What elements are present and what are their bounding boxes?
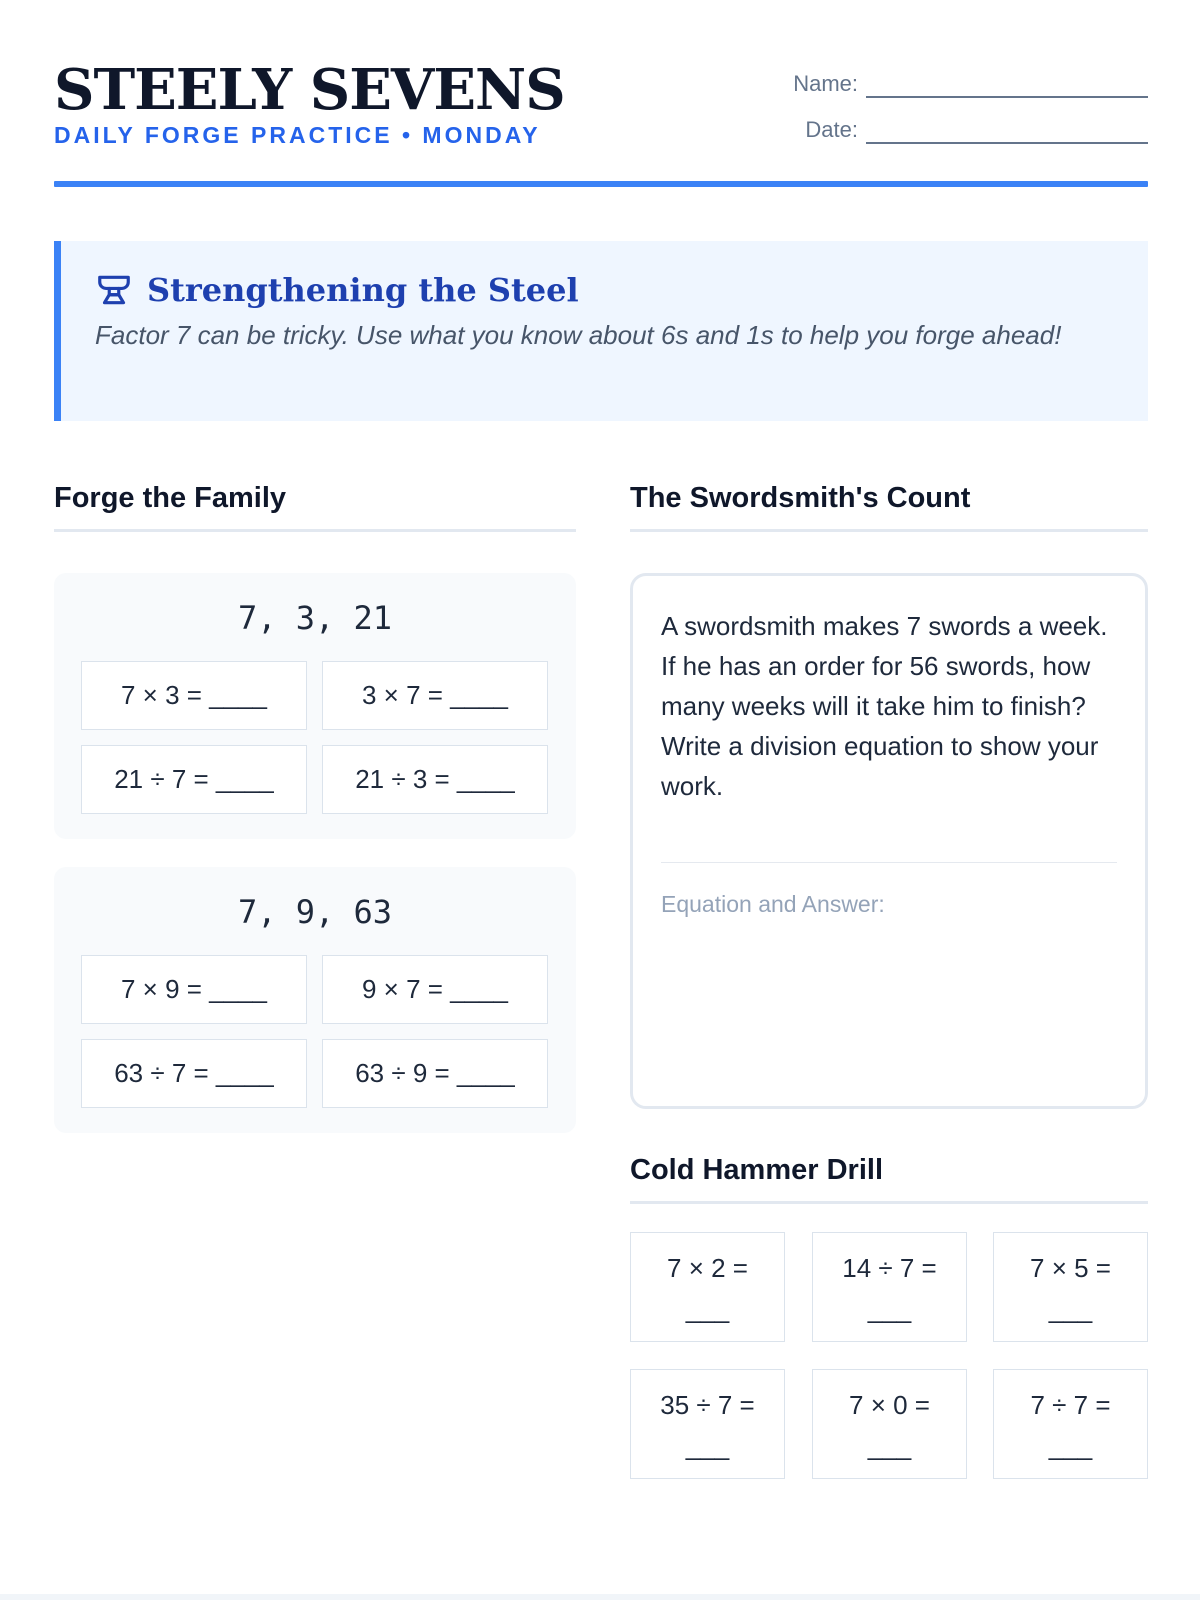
drill-problem: 7 ÷ 7 = <box>1030 1390 1111 1420</box>
fact-box[interactable]: 7 × 9 = ____ <box>81 955 307 1024</box>
fact-box[interactable]: 63 ÷ 9 = ____ <box>322 1039 548 1108</box>
date-field-row <box>768 110 1148 144</box>
fact-box[interactable]: 21 ÷ 3 = ____ <box>322 745 548 814</box>
answer-label[interactable]: Equation and Answer: <box>661 891 885 917</box>
tip-heading <box>95 271 1114 309</box>
tip-title: Strengthening the Steel <box>147 271 579 309</box>
page-bottom-strip <box>0 1594 1200 1600</box>
drill-problem-box[interactable] <box>630 1232 785 1342</box>
name-label: Name: <box>793 71 858 96</box>
date-label: Date: <box>805 117 858 142</box>
drill-problem-box[interactable] <box>812 1369 967 1479</box>
student-fields <box>768 64 1148 156</box>
drill-problem: 35 ÷ 7 = <box>660 1390 755 1420</box>
drill-problem: 7 × 0 = <box>849 1390 930 1420</box>
family-numbers: 7, 3, 21 <box>237 599 393 637</box>
family-section-title: Forge the Family <box>54 482 576 532</box>
date-line[interactable] <box>866 120 1148 144</box>
name-line[interactable] <box>866 74 1148 98</box>
answer-blank[interactable]: ___ <box>1048 1294 1093 1324</box>
worksheet-title: STEELY SEVENS <box>54 57 565 123</box>
worksheet-subtitle: DAILY FORGE PRACTICE • MONDAY <box>54 122 541 148</box>
tip-callout <box>54 241 1148 421</box>
drill-problem-box[interactable] <box>993 1369 1148 1479</box>
fact-box[interactable]: 9 × 7 = ____ <box>322 955 548 1024</box>
anvil-icon <box>95 271 133 309</box>
drill-section-title: Cold Hammer Drill <box>630 1154 1148 1204</box>
answer-blank[interactable]: ___ <box>685 1294 730 1324</box>
word-problem-divider <box>661 862 1117 863</box>
fact-box[interactable]: 63 ÷ 7 = ____ <box>81 1039 307 1108</box>
answer-blank[interactable]: ___ <box>867 1431 912 1461</box>
drill-problem: 7 × 2 = <box>667 1253 748 1283</box>
drill-problem-box[interactable] <box>812 1232 967 1342</box>
answer-blank[interactable]: ___ <box>867 1294 912 1324</box>
answer-blank[interactable]: ___ <box>685 1431 730 1461</box>
tip-text: Factor 7 can be tricky. Use what you know about 6s and 1s to help you forge ahead! <box>95 320 1062 350</box>
drill-problem: 14 ÷ 7 = <box>842 1253 937 1283</box>
drill-problem: 7 × 5 = <box>1030 1253 1111 1283</box>
fact-family-card <box>54 867 576 1133</box>
answer-blank[interactable]: ___ <box>1048 1431 1093 1461</box>
name-field-row <box>768 64 1148 98</box>
drill-problem-box[interactable] <box>993 1232 1148 1342</box>
fact-box[interactable]: 21 ÷ 7 = ____ <box>81 745 307 814</box>
word-problem-text: A swordsmith makes 7 swords a week. If he has an order for 56 swords, how many weeks will it take him to finish? Write a division equation to show your work. <box>661 611 1108 801</box>
fact-box[interactable]: 3 × 7 = ____ <box>322 661 548 730</box>
fact-box[interactable]: 7 × 3 = ____ <box>81 661 307 730</box>
fact-family-card <box>54 573 576 839</box>
family-numbers: 7, 9, 63 <box>237 893 393 931</box>
drill-problem-box[interactable] <box>630 1369 785 1479</box>
header-divider <box>54 181 1148 187</box>
word-problem-title: The Swordsmith's Count <box>630 482 1148 532</box>
word-problem-card <box>630 573 1148 1109</box>
worksheet-header <box>54 58 1148 188</box>
